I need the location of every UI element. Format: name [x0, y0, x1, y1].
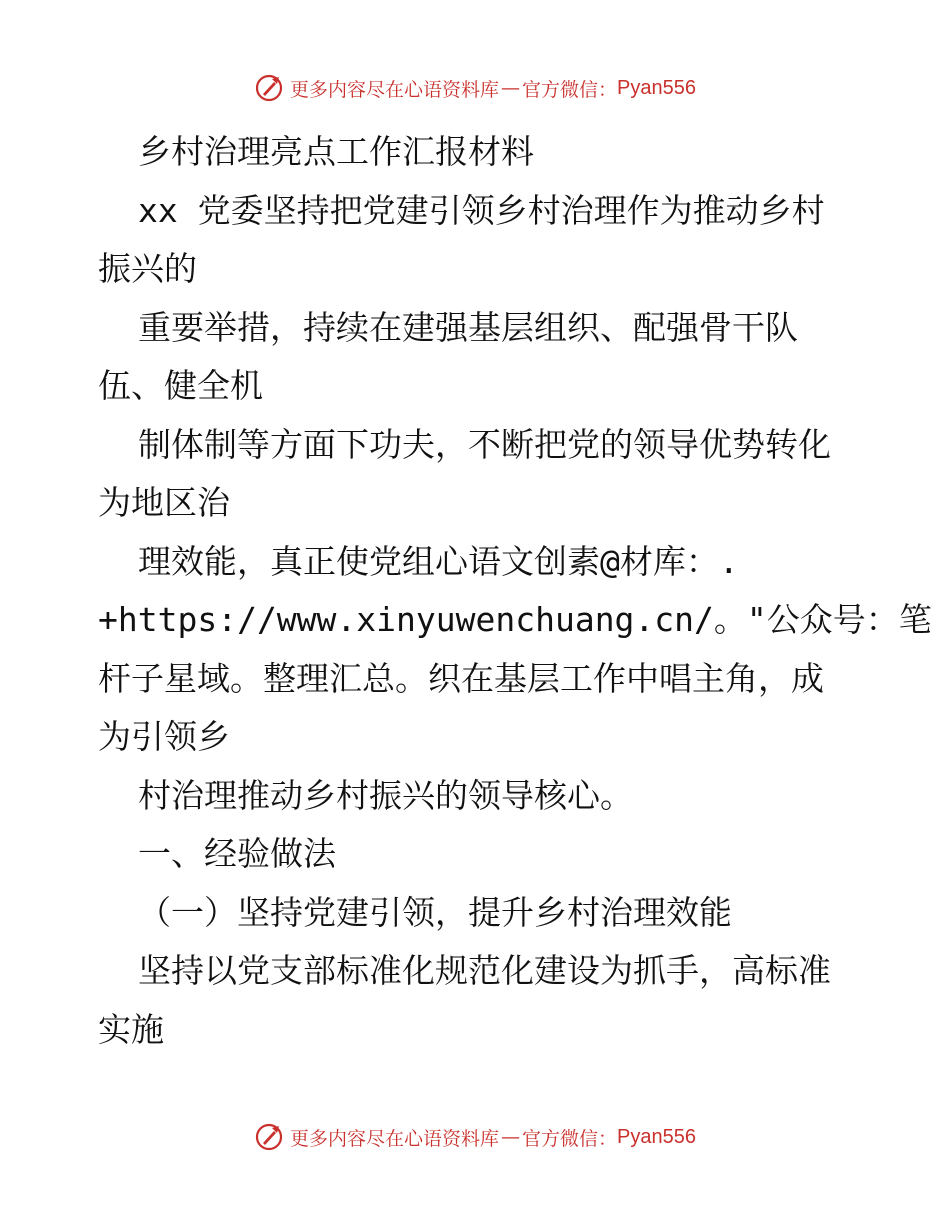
text-line: 坚持以党支部标准化规范化建设为抓手，高标准	[138, 951, 831, 990]
text-line: 制体制等方面下功夫，不断把党的领导优势转化	[138, 424, 831, 464]
text-line: 振兴的	[98, 249, 197, 288]
text-line: 村治理推动乡村振兴的领导核心。	[138, 775, 633, 815]
banner-dash: —	[501, 1126, 521, 1148]
text-line: 实施	[98, 1009, 164, 1049]
header-watermark-banner	[0, 73, 950, 103]
text-line: 理效能，真正使党组心语文创素@材库：.	[138, 541, 739, 581]
subsection-heading: （一）坚持党建引领，提升乡村治理效能	[138, 892, 732, 932]
text-line-url: +https://www.xinyuwenchuang.cn/。"公众号：笔	[98, 600, 932, 639]
text-line: xx 党委坚持把党建引领乡村治理作为推动乡村	[138, 190, 825, 230]
document-title: 乡村治理亮点工作汇报材料	[138, 132, 534, 171]
wechat-id: Pyan556	[617, 76, 696, 99]
footer-watermark-banner	[0, 1122, 950, 1152]
quill-logo-icon	[254, 73, 284, 103]
text-line: 为引领乡	[98, 717, 230, 756]
text-line: 伍、健全机	[98, 366, 263, 405]
wechat-id: Pyan556	[617, 1125, 696, 1148]
quill-logo-icon	[254, 1122, 284, 1152]
wechat-label: 官方微信：	[522, 1127, 618, 1150]
wechat-label: 官方微信：	[522, 78, 618, 101]
brand-text: 更多内容尽在心语资料库	[290, 1127, 500, 1150]
brand-text: 更多内容尽在心语资料库	[290, 78, 500, 101]
text-line: 杆子星域。整理汇总。织在基层工作中唱主角，成	[98, 658, 824, 698]
document-body	[98, 123, 932, 1059]
section-heading: 一、经验做法	[138, 834, 336, 873]
banner-dash: —	[501, 77, 521, 99]
text-line: 重要举措，持续在建强基层组织、配强骨干队	[138, 307, 798, 347]
text-line: 为地区治	[98, 483, 230, 522]
